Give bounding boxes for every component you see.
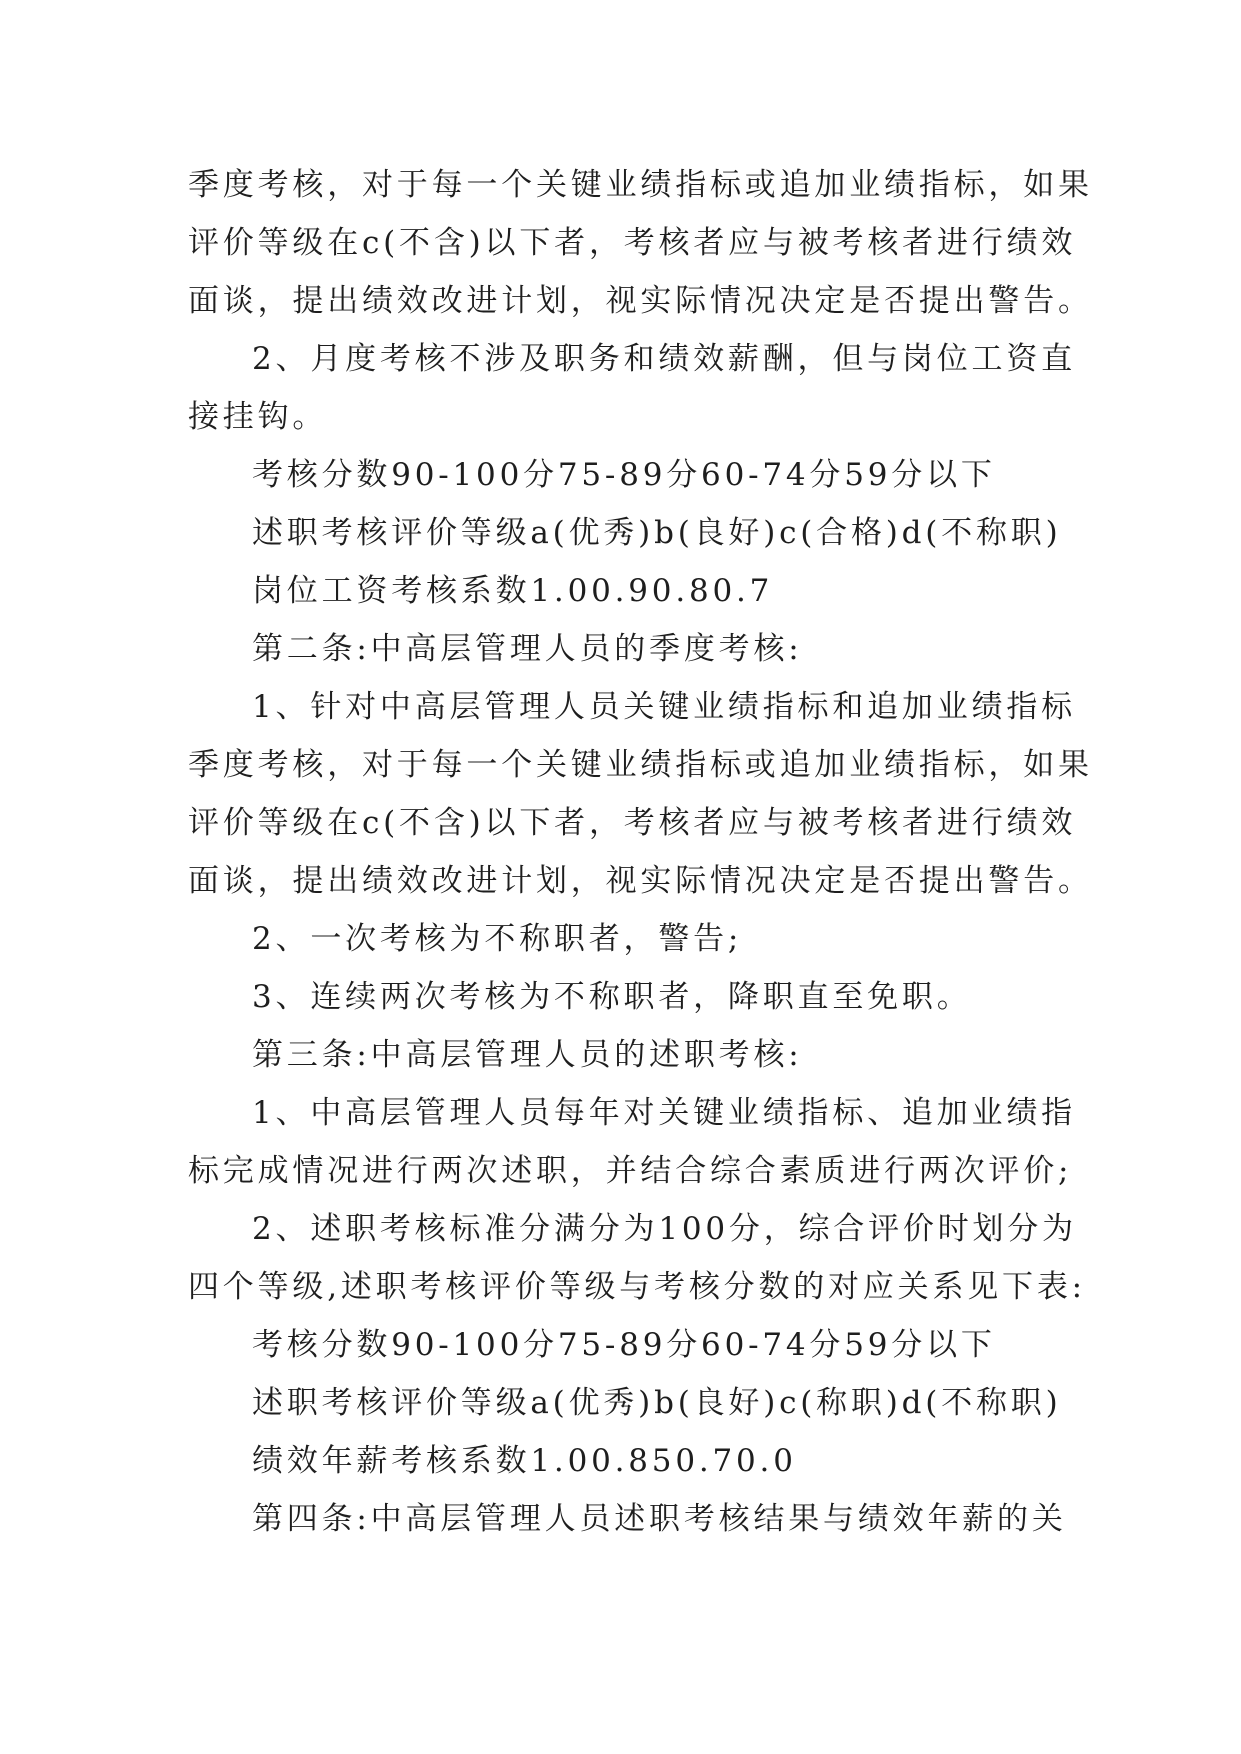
text-line: 季度考核，对于每一个关键业绩指标或追加业绩指标，如果 xyxy=(188,167,1093,203)
text-line: 评价等级在c(不含)以下者，考核者应与被考核者进行绩效 xyxy=(188,225,1077,261)
text-line: 1、中高层管理人员每年对关键业绩指标、追加业绩指 xyxy=(252,1095,1076,1131)
text-line: 2、一次考核为不称职者，警告; xyxy=(252,921,743,957)
text-line: 四个等级,述职考核评价等级与考核分数的对应关系见下表: xyxy=(188,1269,1086,1305)
section-heading: 第三条:中高层管理人员的述职考核: xyxy=(252,1037,803,1073)
text-line: 2、述职考核标准分满分为100分，综合评价时划分为 xyxy=(252,1211,1077,1247)
score-table-row: 考核分数90-100分75-89分60-74分59分以下 xyxy=(252,1327,996,1363)
text-line: 接挂钩。 xyxy=(188,399,328,435)
score-table-row: 绩效年薪考核系数1.00.850.70.0 xyxy=(252,1443,797,1479)
text-line: 2、月度考核不涉及职务和绩效薪酬，但与岗位工资直 xyxy=(252,341,1076,377)
text-line: 季度考核，对于每一个关键业绩指标或追加业绩指标，如果 xyxy=(188,747,1093,783)
score-table-row: 述职考核评价等级a(优秀)b(良好)c(合格)d(不称职) xyxy=(252,515,1062,551)
score-table-row: 述职考核评价等级a(优秀)b(良好)c(称职)d(不称职) xyxy=(252,1385,1062,1421)
score-table-row: 考核分数90-100分75-89分60-74分59分以下 xyxy=(252,457,996,493)
text-line: 标完成情况进行两次述职，并结合综合素质进行两次评价; xyxy=(188,1153,1073,1189)
text-line: 1、针对中高层管理人员关键业绩指标和追加业绩指标 xyxy=(252,689,1076,725)
text-line: 面谈，提出绩效改进计划，视实际情况决定是否提出警告。 xyxy=(188,283,1093,319)
text-line: 评价等级在c(不含)以下者，考核者应与被考核者进行绩效 xyxy=(188,805,1077,841)
section-heading: 第四条:中高层管理人员述职考核结果与绩效年薪的关 xyxy=(252,1501,1067,1537)
section-heading: 第二条:中高层管理人员的季度考核: xyxy=(252,631,803,667)
score-table-row: 岗位工资考核系数1.00.90.80.7 xyxy=(252,573,774,609)
text-line: 面谈，提出绩效改进计划，视实际情况决定是否提出警告。 xyxy=(188,863,1093,899)
text-line: 3、连续两次考核为不称职者，降职直至免职。 xyxy=(252,979,972,1015)
